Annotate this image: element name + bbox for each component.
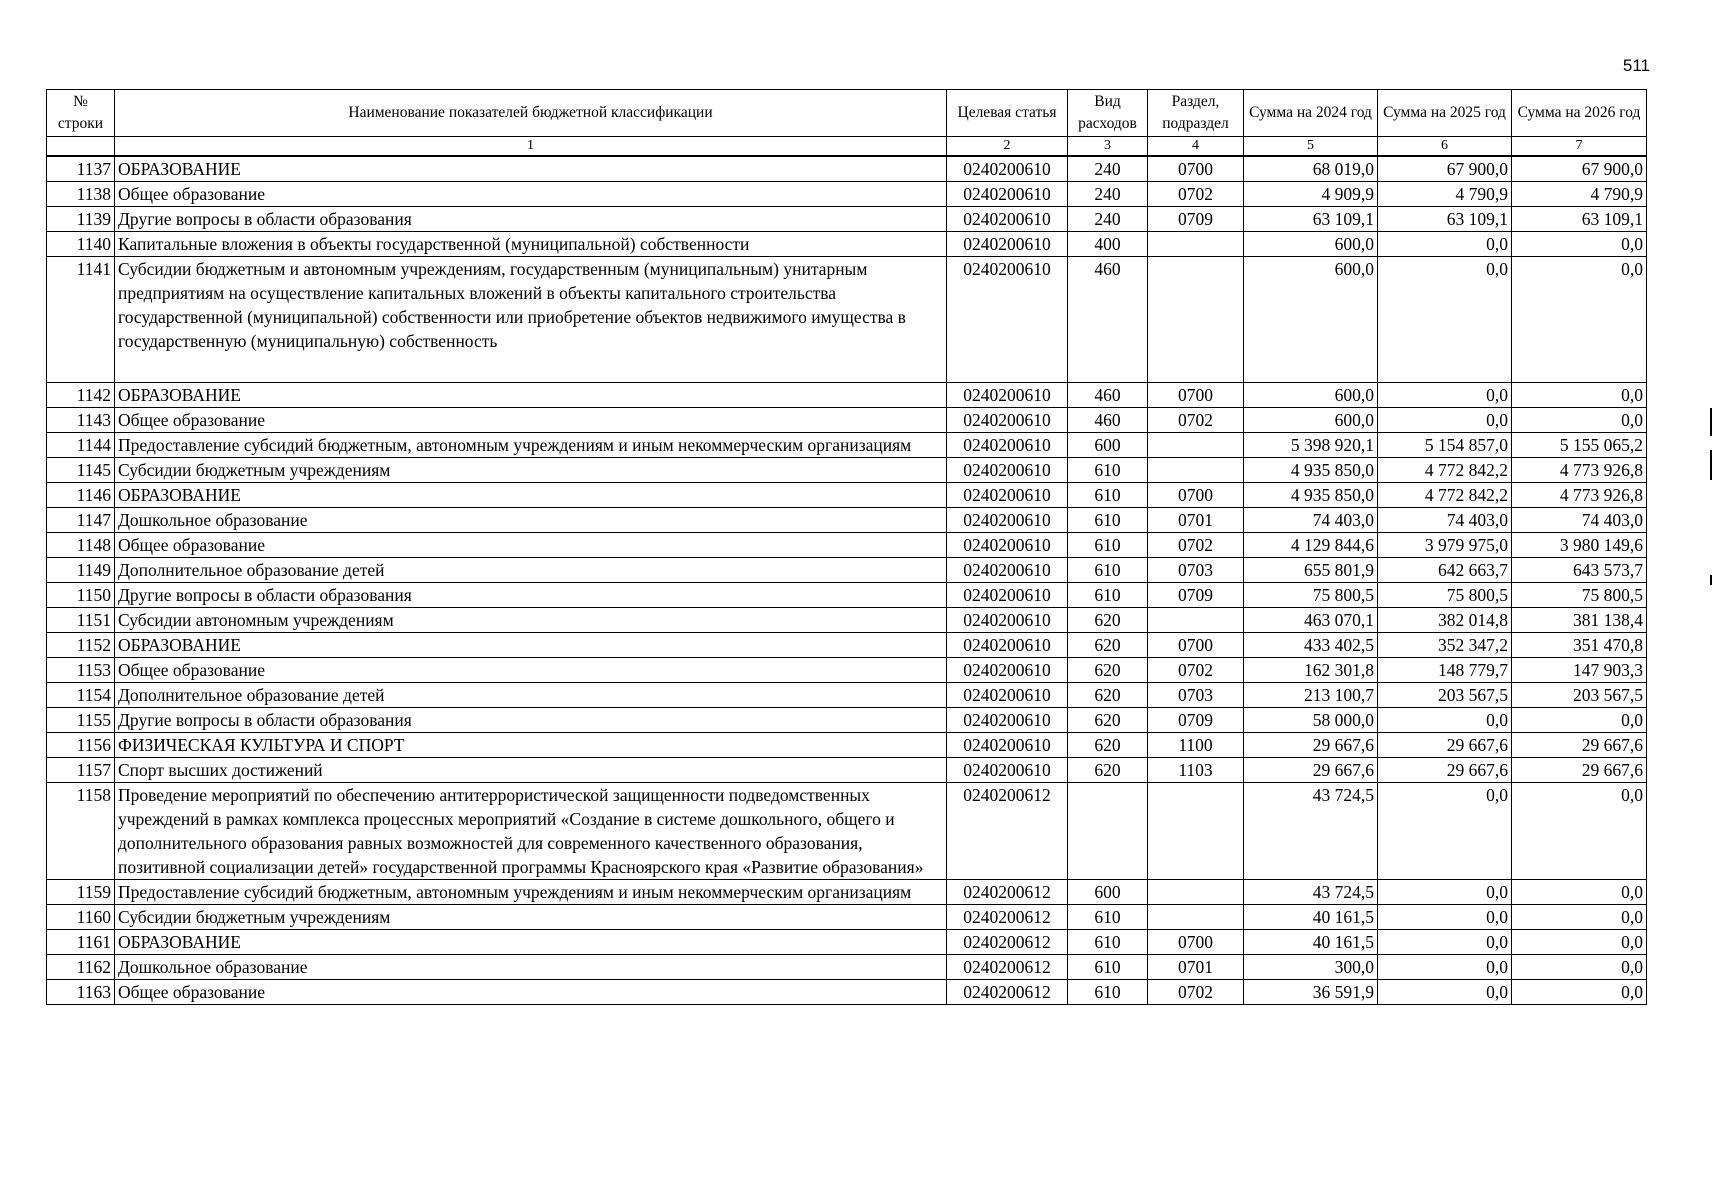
row-target-article: 0240200610	[947, 633, 1068, 658]
row-name: ОБРАЗОВАНИЕ	[115, 633, 947, 658]
row-sum-2025: 0,0	[1378, 383, 1512, 408]
row-sum-2026: 0,0	[1512, 232, 1647, 257]
row-sum-2026: 4 773 926,8	[1512, 483, 1647, 508]
row-number: 1144	[47, 433, 115, 458]
row-sum-2025: 29 667,6	[1378, 733, 1512, 758]
row-name: Проведение мероприятий по обеспечению антитеррористической защищенности подведомственных учреждений в рамках комплекса процессных мероприятий «Создание в системе дошкольного, общего и дополнительного образования равных возможностей для современного качественного образования, позитивной социализации детей» государственной программы Красноярского края «Развитие образования»	[115, 783, 947, 880]
row-expense-type: 620	[1068, 633, 1148, 658]
row-section	[1148, 880, 1244, 905]
row-section: 0709	[1148, 207, 1244, 232]
row-sum-2026: 351 470,8	[1512, 633, 1647, 658]
row-name: Другие вопросы в области образования	[115, 583, 947, 608]
row-sum-2026: 0,0	[1512, 383, 1647, 408]
row-number: 1143	[47, 408, 115, 433]
row-sum-2024: 600,0	[1244, 232, 1378, 257]
row-expense-type: 620	[1068, 608, 1148, 633]
row-sum-2025: 642 663,7	[1378, 558, 1512, 583]
row-section: 0700	[1148, 930, 1244, 955]
row-sum-2026: 0,0	[1512, 880, 1647, 905]
row-sum-2024: 4 935 850,0	[1244, 458, 1378, 483]
row-expense-type: 610	[1068, 905, 1148, 930]
row-target-article: 0240200612	[947, 905, 1068, 930]
row-number: 1145	[47, 458, 115, 483]
table-row	[47, 508, 1647, 533]
row-sum-2026: 0,0	[1512, 955, 1647, 980]
row-target-article: 0240200610	[947, 257, 1068, 383]
row-sum-2025: 67 900,0	[1378, 156, 1512, 182]
row-sum-2025: 0,0	[1378, 980, 1512, 1005]
header-row	[47, 90, 1647, 137]
row-number: 1155	[47, 708, 115, 733]
row-sum-2024: 58 000,0	[1244, 708, 1378, 733]
row-sum-2026: 5 155 065,2	[1512, 433, 1647, 458]
row-target-article: 0240200610	[947, 207, 1068, 232]
table-row	[47, 658, 1647, 683]
row-expense-type: 610	[1068, 558, 1148, 583]
row-expense-type: 610	[1068, 458, 1148, 483]
column-number: 2	[947, 137, 1068, 157]
row-number: 1140	[47, 232, 115, 257]
column-number: 6	[1378, 137, 1512, 157]
row-sum-2025: 0,0	[1378, 232, 1512, 257]
row-name: Субсидии бюджетным и автономным учреждениям, государственным (муниципальным) унитарным предприятиям на осуществление капитальных вложений в объекты капитального строительства государственной (муниципальной) собственности или приобретение объектов недвижимого имущества в государственную (муниципальную) собственность	[115, 257, 947, 383]
row-sum-2025: 0,0	[1378, 955, 1512, 980]
row-section	[1148, 232, 1244, 257]
row-sum-2025: 352 347,2	[1378, 633, 1512, 658]
row-target-article: 0240200610	[947, 508, 1068, 533]
row-section: 1103	[1148, 758, 1244, 783]
row-target-article: 0240200610	[947, 708, 1068, 733]
row-target-article: 0240200612	[947, 980, 1068, 1005]
row-sum-2026: 381 138,4	[1512, 608, 1647, 633]
row-section: 0703	[1148, 683, 1244, 708]
row-number: 1158	[47, 783, 115, 880]
budget-table	[46, 89, 1647, 1005]
row-section: 0700	[1148, 633, 1244, 658]
row-target-article: 0240200612	[947, 783, 1068, 880]
row-sum-2024: 300,0	[1244, 955, 1378, 980]
row-expense-type: 240	[1068, 207, 1148, 232]
row-number: 1142	[47, 383, 115, 408]
row-expense-type: 620	[1068, 658, 1148, 683]
row-section: 0709	[1148, 708, 1244, 733]
row-expense-type: 610	[1068, 930, 1148, 955]
row-sum-2024: 162 301,8	[1244, 658, 1378, 683]
row-sum-2025: 0,0	[1378, 930, 1512, 955]
row-section	[1148, 608, 1244, 633]
row-target-article: 0240200610	[947, 483, 1068, 508]
row-sum-2025: 29 667,6	[1378, 758, 1512, 783]
header-name: Наименование показателей бюджетной классификации	[115, 90, 947, 137]
row-sum-2024: 29 667,6	[1244, 733, 1378, 758]
row-name: Дополнительное образование детей	[115, 683, 947, 708]
row-sum-2025: 0,0	[1378, 783, 1512, 880]
row-sum-2024: 600,0	[1244, 257, 1378, 383]
header-row-no: № строки	[47, 90, 115, 137]
row-number: 1146	[47, 483, 115, 508]
page-number: 511	[1622, 56, 1650, 75]
row-sum-2026: 0,0	[1512, 905, 1647, 930]
table-row	[47, 232, 1647, 257]
row-number: 1162	[47, 955, 115, 980]
row-section: 0701	[1148, 508, 1244, 533]
row-section: 0702	[1148, 182, 1244, 207]
row-sum-2025: 74 403,0	[1378, 508, 1512, 533]
row-section	[1148, 257, 1244, 383]
row-sum-2025: 63 109,1	[1378, 207, 1512, 232]
table-row	[47, 408, 1647, 433]
row-sum-2024: 213 100,7	[1244, 683, 1378, 708]
row-name: Предоставление субсидий бюджетным, автономным учреждениям и иным некоммерческим организациям	[115, 433, 947, 458]
row-section	[1148, 905, 1244, 930]
row-expense-type: 460	[1068, 257, 1148, 383]
table-row	[47, 533, 1647, 558]
row-target-article: 0240200610	[947, 383, 1068, 408]
row-sum-2024: 68 019,0	[1244, 156, 1378, 182]
row-sum-2026: 0,0	[1512, 930, 1647, 955]
table-row	[47, 483, 1647, 508]
row-expense-type: 620	[1068, 683, 1148, 708]
row-expense-type: 600	[1068, 433, 1148, 458]
row-number: 1160	[47, 905, 115, 930]
row-sum-2026: 3 980 149,6	[1512, 533, 1647, 558]
row-target-article: 0240200610	[947, 733, 1068, 758]
table-row	[47, 880, 1647, 905]
column-number: 3	[1068, 137, 1148, 157]
row-target-article: 0240200610	[947, 608, 1068, 633]
row-sum-2025: 4 772 842,2	[1378, 458, 1512, 483]
table-row	[47, 633, 1647, 658]
table-row	[47, 733, 1647, 758]
row-sum-2025: 382 014,8	[1378, 608, 1512, 633]
row-section: 0700	[1148, 156, 1244, 182]
row-name: ФИЗИЧЕСКАЯ КУЛЬТУРА И СПОРТ	[115, 733, 947, 758]
table-row	[47, 156, 1647, 182]
row-sum-2024: 43 724,5	[1244, 880, 1378, 905]
table-row	[47, 182, 1647, 207]
row-number: 1154	[47, 683, 115, 708]
row-name: ОБРАЗОВАНИЕ	[115, 156, 947, 182]
row-section: 0703	[1148, 558, 1244, 583]
row-section: 0702	[1148, 980, 1244, 1005]
row-name: Капитальные вложения в объекты государственной (муниципальной) собственности	[115, 232, 947, 257]
row-expense-type	[1068, 783, 1148, 880]
row-expense-type: 610	[1068, 955, 1148, 980]
row-target-article: 0240200610	[947, 683, 1068, 708]
table-row	[47, 558, 1647, 583]
row-number: 1163	[47, 980, 115, 1005]
row-expense-type: 610	[1068, 533, 1148, 558]
row-name: Общее образование	[115, 658, 947, 683]
row-target-article: 0240200610	[947, 433, 1068, 458]
row-sum-2026: 75 800,5	[1512, 583, 1647, 608]
row-section: 0709	[1148, 583, 1244, 608]
row-expense-type: 460	[1068, 383, 1148, 408]
row-sum-2025: 148 779,7	[1378, 658, 1512, 683]
table-row	[47, 905, 1647, 930]
row-target-article: 0240200610	[947, 758, 1068, 783]
row-name: Общее образование	[115, 980, 947, 1005]
row-expense-type: 600	[1068, 880, 1148, 905]
header-sum-2025: Сумма на 2025 год	[1378, 90, 1512, 137]
row-sum-2026: 4 773 926,8	[1512, 458, 1647, 483]
row-target-article: 0240200610	[947, 156, 1068, 182]
row-number: 1150	[47, 583, 115, 608]
row-target-article: 0240200610	[947, 658, 1068, 683]
row-sum-2026: 29 667,6	[1512, 733, 1647, 758]
row-sum-2024: 4 935 850,0	[1244, 483, 1378, 508]
table-row	[47, 708, 1647, 733]
row-number: 1137	[47, 156, 115, 182]
row-name: ОБРАЗОВАНИЕ	[115, 930, 947, 955]
header-section: Раздел, подраздел	[1148, 90, 1244, 137]
row-sum-2026: 0,0	[1512, 708, 1647, 733]
row-target-article: 0240200612	[947, 955, 1068, 980]
row-name: Другие вопросы в области образования	[115, 207, 947, 232]
row-sum-2026: 0,0	[1512, 783, 1647, 880]
row-sum-2026: 0,0	[1512, 257, 1647, 383]
row-number: 1138	[47, 182, 115, 207]
table-row	[47, 257, 1647, 383]
row-number: 1147	[47, 508, 115, 533]
row-target-article: 0240200610	[947, 408, 1068, 433]
row-name: Субсидии автономным учреждениям	[115, 608, 947, 633]
row-section: 1100	[1148, 733, 1244, 758]
header-sum-2024: Сумма на 2024 год	[1244, 90, 1378, 137]
row-sum-2025: 0,0	[1378, 257, 1512, 383]
row-section	[1148, 458, 1244, 483]
row-section: 0702	[1148, 533, 1244, 558]
row-name: Другие вопросы в области образования	[115, 708, 947, 733]
header-target-article: Целевая статья	[947, 90, 1068, 137]
row-expense-type: 610	[1068, 483, 1148, 508]
row-name: ОБРАЗОВАНИЕ	[115, 483, 947, 508]
row-number: 1153	[47, 658, 115, 683]
row-target-article: 0240200610	[947, 583, 1068, 608]
table-row	[47, 980, 1647, 1005]
row-sum-2026: 643 573,7	[1512, 558, 1647, 583]
row-section: 0700	[1148, 383, 1244, 408]
column-number-row	[47, 137, 1647, 157]
row-sum-2024: 463 070,1	[1244, 608, 1378, 633]
row-sum-2024: 4 129 844,6	[1244, 533, 1378, 558]
row-sum-2025: 3 979 975,0	[1378, 533, 1512, 558]
row-sum-2024: 433 402,5	[1244, 633, 1378, 658]
row-target-article: 0240200610	[947, 458, 1068, 483]
row-sum-2024: 40 161,5	[1244, 930, 1378, 955]
table-row	[47, 758, 1647, 783]
row-name: Предоставление субсидий бюджетным, автономным учреждениям и иным некоммерческим организациям	[115, 880, 947, 905]
table-row	[47, 458, 1647, 483]
row-target-article: 0240200610	[947, 232, 1068, 257]
row-target-article: 0240200612	[947, 880, 1068, 905]
row-name: Общее образование	[115, 533, 947, 558]
row-name: Общее образование	[115, 182, 947, 207]
row-section	[1148, 433, 1244, 458]
row-name: Дошкольное образование	[115, 508, 947, 533]
header-expense-type: Вид расходов	[1068, 90, 1148, 137]
row-name: Дополнительное образование детей	[115, 558, 947, 583]
row-expense-type: 610	[1068, 980, 1148, 1005]
row-sum-2026: 4 790,9	[1512, 182, 1647, 207]
row-target-article: 0240200610	[947, 558, 1068, 583]
table-row	[47, 583, 1647, 608]
column-number: 5	[1244, 137, 1378, 157]
row-sum-2025: 0,0	[1378, 708, 1512, 733]
table-row	[47, 930, 1647, 955]
table-body	[47, 156, 1647, 1005]
column-number: 7	[1512, 137, 1647, 157]
row-sum-2026: 63 109,1	[1512, 207, 1647, 232]
row-section: 0700	[1148, 483, 1244, 508]
row-sum-2025: 0,0	[1378, 880, 1512, 905]
row-sum-2024: 75 800,5	[1244, 583, 1378, 608]
row-sum-2024: 29 667,6	[1244, 758, 1378, 783]
row-section: 0702	[1148, 658, 1244, 683]
column-number: 1	[115, 137, 947, 157]
header-sum-2026: Сумма на 2026 год	[1512, 90, 1647, 137]
row-expense-type: 620	[1068, 708, 1148, 733]
row-name: ОБРАЗОВАНИЕ	[115, 383, 947, 408]
column-number	[47, 137, 115, 157]
row-sum-2025: 4 772 842,2	[1378, 483, 1512, 508]
row-sum-2025: 203 567,5	[1378, 683, 1512, 708]
row-number: 1148	[47, 533, 115, 558]
row-sum-2026: 67 900,0	[1512, 156, 1647, 182]
row-number: 1141	[47, 257, 115, 383]
row-sum-2024: 43 724,5	[1244, 783, 1378, 880]
row-expense-type: 460	[1068, 408, 1148, 433]
row-section: 0701	[1148, 955, 1244, 980]
row-sum-2026: 0,0	[1512, 980, 1647, 1005]
row-sum-2025: 0,0	[1378, 905, 1512, 930]
table-row	[47, 783, 1647, 880]
row-number: 1139	[47, 207, 115, 232]
table-row	[47, 608, 1647, 633]
table-row	[47, 433, 1647, 458]
row-expense-type: 240	[1068, 182, 1148, 207]
row-sum-2024: 63 109,1	[1244, 207, 1378, 232]
row-expense-type: 610	[1068, 508, 1148, 533]
row-sum-2025: 75 800,5	[1378, 583, 1512, 608]
row-section	[1148, 783, 1244, 880]
row-section: 0702	[1148, 408, 1244, 433]
row-sum-2024: 600,0	[1244, 383, 1378, 408]
row-expense-type: 620	[1068, 758, 1148, 783]
row-sum-2024: 600,0	[1244, 408, 1378, 433]
row-number: 1156	[47, 733, 115, 758]
row-sum-2024: 40 161,5	[1244, 905, 1378, 930]
row-sum-2024: 655 801,9	[1244, 558, 1378, 583]
table-row	[47, 207, 1647, 232]
row-name: Субсидии бюджетным учреждениям	[115, 458, 947, 483]
row-name: Общее образование	[115, 408, 947, 433]
row-sum-2024: 4 909,9	[1244, 182, 1378, 207]
row-number: 1152	[47, 633, 115, 658]
table-row	[47, 683, 1647, 708]
row-name: Дошкольное образование	[115, 955, 947, 980]
row-sum-2024: 74 403,0	[1244, 508, 1378, 533]
row-target-article: 0240200610	[947, 533, 1068, 558]
row-sum-2026: 203 567,5	[1512, 683, 1647, 708]
row-number: 1149	[47, 558, 115, 583]
row-sum-2025: 4 790,9	[1378, 182, 1512, 207]
row-sum-2024: 36 591,9	[1244, 980, 1378, 1005]
row-sum-2026: 74 403,0	[1512, 508, 1647, 533]
row-name: Субсидии бюджетным учреждениям	[115, 905, 947, 930]
row-sum-2024: 5 398 920,1	[1244, 433, 1378, 458]
row-sum-2026: 29 667,6	[1512, 758, 1647, 783]
row-sum-2026: 0,0	[1512, 408, 1647, 433]
table-row	[47, 955, 1647, 980]
row-sum-2025: 5 154 857,0	[1378, 433, 1512, 458]
row-expense-type: 610	[1068, 583, 1148, 608]
row-number: 1159	[47, 880, 115, 905]
row-number: 1151	[47, 608, 115, 633]
row-number: 1161	[47, 930, 115, 955]
row-target-article: 0240200610	[947, 182, 1068, 207]
row-expense-type: 400	[1068, 232, 1148, 257]
row-expense-type: 620	[1068, 733, 1148, 758]
column-number: 4	[1148, 137, 1244, 157]
row-expense-type: 240	[1068, 156, 1148, 182]
row-sum-2025: 0,0	[1378, 408, 1512, 433]
row-number: 1157	[47, 758, 115, 783]
table-row	[47, 383, 1647, 408]
row-target-article: 0240200612	[947, 930, 1068, 955]
row-name: Спорт высших достижений	[115, 758, 947, 783]
row-sum-2026: 147 903,3	[1512, 658, 1647, 683]
